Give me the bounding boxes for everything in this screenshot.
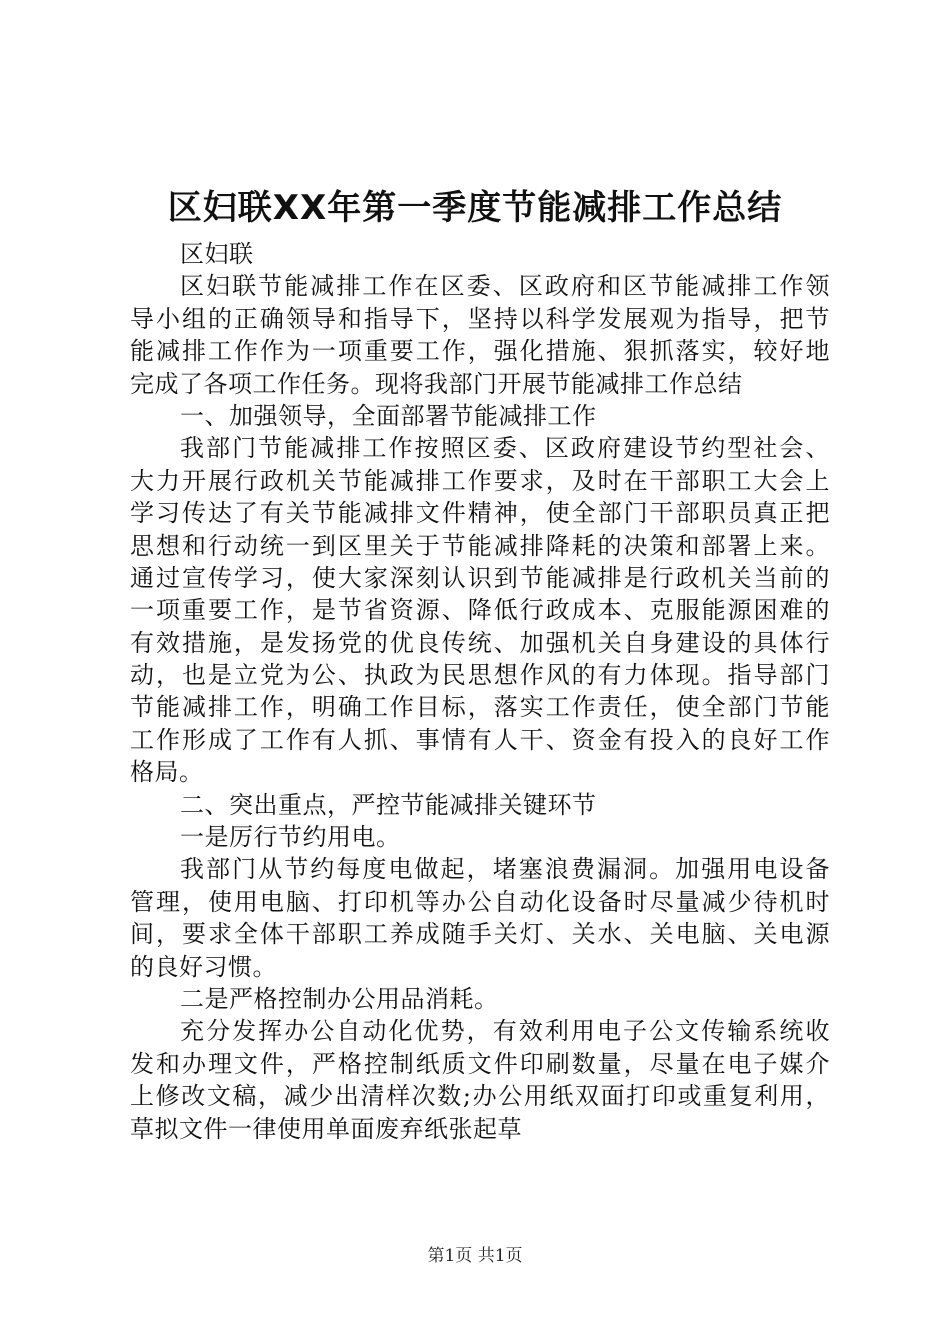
text-line: 动，也是立党为公、执政为民思想作风的有力体现。指导部门: [130, 661, 830, 690]
text-line: 导小组的正确领导和指导下，坚持以科学发展观为指导，把节: [130, 304, 830, 333]
text-line: 我部门节能减排工作按照区委、区政府建设节约型社会、: [180, 434, 830, 463]
text-line: 一项重要工作，是节省资源、降低行政成本、克服能源困难的: [130, 596, 830, 625]
text-line: 一、加强领导，全面部署节能减排工作: [180, 401, 597, 430]
text-line: 格局。: [130, 758, 204, 787]
text-line: 的良好习惯。: [130, 952, 277, 981]
document-title: 区妇联XX年第一季度节能减排工作总结: [167, 188, 783, 228]
text-line: 大力开展行政机关节能减排工作要求，及时在干部职工大会上: [130, 466, 830, 495]
text-line: 思想和行动统一到区里关于节能减排降耗的决策和部署上来。: [130, 531, 830, 560]
text-line: 区妇联节能减排工作在区委、区政府和区节能减排工作领: [180, 272, 830, 301]
document-body: [130, 238, 830, 1145]
text-line: 通过宣传学习，使大家深刻认识到节能减排是行政机关当前的: [130, 563, 830, 592]
text-line: 充分发挥办公自动化优势，有效利用电子公文传输系统收: [180, 1017, 830, 1046]
text-line: 工作形成了工作有人抓、事情有人干、资金有投入的良好工作: [130, 725, 830, 754]
text-line: 节能减排工作，明确工作目标，落实工作责任，使全部门节能: [130, 693, 830, 722]
text-line: 完成了各项工作任务。现将我部门开展节能减排工作总结: [130, 369, 743, 398]
text-line: 有效措施，是发扬党的优良传统、加强机关自身建设的具体行: [130, 628, 830, 657]
text-line: 间，要求全体干部职工养成随手关灯、关水、关电脑、关电源: [130, 920, 830, 949]
text-line: 发和办理文件，严格控制纸质文件印刷数量，尽量在电子媒介: [130, 1049, 830, 1078]
text-line: 我部门从节约每度电做起，堵塞浪费漏洞。加强用电设备: [180, 855, 830, 884]
text-line: 二是严格控制办公用品消耗。: [180, 984, 499, 1013]
text-line: 区妇联: [180, 240, 254, 268]
text-line: 上修改文稿，减少出清样次数;办公用纸双面打印或重复利用，: [130, 1082, 830, 1111]
text-line: 草拟文件一律使用单面废弃纸张起草: [130, 1114, 522, 1143]
text-line: 二、突出重点，严控节能减排关键环节: [180, 790, 597, 819]
text-line: 学习传达了有关节能减排文件精神，使全部门干部职员真正把: [130, 499, 830, 528]
text-line: 能减排工作作为一项重要工作，强化措施、狠抓落实，较好地: [130, 337, 830, 366]
text-line: 一是厉行节约用电。: [180, 823, 401, 852]
page-footer: 第1页 共1页: [427, 1246, 523, 1266]
text-line: 管理，使用电脑、打印机等办公自动化设备时尽量减少待机时: [130, 887, 830, 916]
